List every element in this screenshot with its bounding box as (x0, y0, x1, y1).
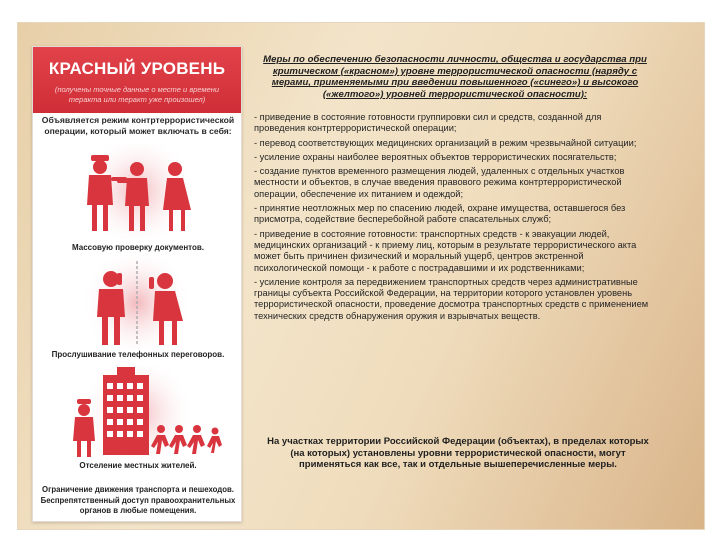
measure-item: - усиление контроля за передвижением транспортных средств через административные границы субъекта Российской Федерации, на территории которого установлен уровень террористической опасности, проведение досмотра транспортных средств с применением технических средств обнаружения оружия и взрывчатых веществ. (254, 276, 649, 321)
red-level-title: КРАСНЫЙ УРОВЕНЬ (48, 59, 226, 78)
footer-note: На участках территории Российской Федерации (объектах), в пределах которых (на которых) установлены уровни террористической опасности, могут применяться как все, так и отдельные вышеперечисленные меры. (267, 436, 649, 471)
operation-intro: Объявляется режим контртеррористической операции, который может включать в себя: (41, 115, 235, 136)
evacuation-illustration (33, 365, 241, 459)
measure-item: - приведение в состояние готовности: транспортных средств - к эвакуации людей, медицинских организаций - к приему лиц, которым в результате террористического акта может быть причинен физический и моральный ущерб, центров экстренной психологической помощи - к работе с пострадавшими и их родственниками; (254, 228, 637, 273)
caption-evacuation: Отселение местных жителей. (79, 461, 197, 470)
red-level-subtitle: (получены точные данные о месте и времени теракта или теракт уже произошел) (54, 85, 220, 104)
caption-phone-tapping: Прослушивание телефонных переговоров. (51, 350, 225, 359)
measure-item: - приведение в состояние готовности группировки сил и средств, созданной для проведения контртеррористической операции; (254, 112, 602, 134)
red-level-header (33, 47, 241, 113)
measures-list (254, 112, 652, 325)
document-check-illustration (33, 143, 241, 239)
measure-item: - создание пунктов временного размещения людей, удаленных с отдельных участков местности и объектов, в случае введения правового режима контртеррористической операции, обеспечение их питанием и одеждой; (254, 166, 625, 199)
measure-item: - усиление охраны наиболее вероятных объектов террористических посягательств; (254, 151, 617, 162)
measure-item: - принятие неотложных мер по спасению людей, охране имущества, оставшегося без присмотра, содействие бесперебойной работе спасательных служб; (254, 203, 626, 225)
phone-tapping-illustration (33, 257, 241, 349)
caption-traffic-restriction: Ограничение движения транспорта и пешеходов. Беспрепятственный доступ правоохранительных органов в любые помещения. (40, 485, 236, 515)
measure-item: - перевод соответствующих медицинских организаций в режим чрезвычайной ситуации; (254, 137, 637, 148)
measures-title: Меры по обеспечению безопасности личности, общества и государства при критическом («красном») уровне террористической опасности (наряду с мерами, применяемыми при введении повышенного («синего») и высокого («желтого») уровней террористической опасности): (263, 54, 647, 100)
red-level-panel (32, 46, 242, 522)
caption-document-check: Массовую проверку документов. (72, 243, 204, 252)
